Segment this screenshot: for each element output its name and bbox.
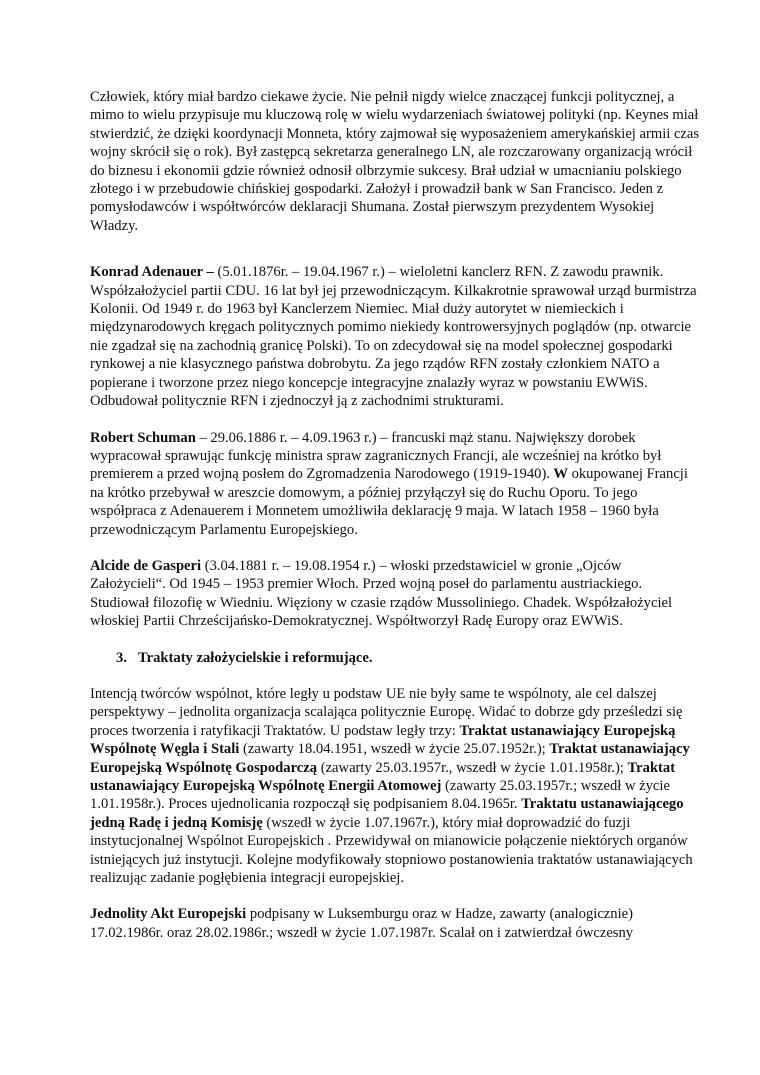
treaty-ewwis: Traktat ustanawiający Europejską Wspólnotę Węgla i Stali <box>90 722 676 758</box>
gasperi-name: Alcide de Gasperi <box>90 557 202 574</box>
adenauer-name: Konrad Adenauer – <box>90 264 214 281</box>
monnet-paragraph <box>90 88 700 235</box>
treaty-euratom: Traktat ustanawiający Europejską Wspólnotę Energii Atomowej <box>90 759 676 794</box>
schuman-text-1: – 29.06.1886 r. – 4.09.1963 r.) – francuski mąż stanu. Największy dorobek wypracował sprawując funkcję ministra spraw zagranicznych Francji, ale wcześniej na krótko był premierem a przed wojną posłem do Zgromadzenia Narodowego (1919-1940). <box>90 429 662 483</box>
jae-paragraph <box>90 905 700 942</box>
gasperi-text: (3.04.1881 r. – 19.08.1954 r.) – włoski przedstawiciel w gronie „Ojców Założycieli“. Od 1945 – 1953 premier Włoch. Przed wojną poseł do parlamentu austriackiego. Studiował filozofię w Wiedniu. Więziony w czasie rządów Mussoliniego. Chadek. Współzałożyciel włoskiej Partii Chrześcijańsko-Demokratycznej. Współtworzył Radę Europy oraz EWWiS. <box>90 557 673 630</box>
jae-text: podpisany w Luksemburgu oraz w Hadze, zawarty (analogicznie) 17.02.1986r. oraz 28.02.1986r.; wszedł w życie 1.07.1987r. Scalał on i zatwierdzał ówczesny <box>90 906 634 941</box>
treaty-merger: Traktatu ustanawiającego jedną Radę i jedną Komisję <box>90 796 684 831</box>
treaties-text-2: (zawarty 25.03.1957r., wszedł w życie 1.01.1958r.); <box>317 759 628 776</box>
adenauer-dates: (5.01.1876r. – 19.04.1967 r.) <box>213 264 385 281</box>
treaties-text-0: Intencją twórców wspólnot, które legły u podstaw UE nie były same te wspólnoty, ale cel dalszej perspektywy – jednolita organizacja scalająca politycznie Europę. Widać to dobrze gdy prześledzi się proces tworzenia i ratyfikacji Traktatów. U podstaw legły trzy: <box>90 685 683 739</box>
treaties-text-3: (zawarty 25.03.1957r.; wszedł w życie 1.01.1958r.). Proces ujednolicania rozpoczął się podpisaniem 8.04.1965r. <box>90 778 670 813</box>
section-heading <box>90 649 700 667</box>
schuman-bold-w: W <box>549 466 568 483</box>
schuman-paragraph <box>90 429 700 539</box>
section-number: 3. <box>116 649 127 666</box>
schuman-text-2: okupowanej Francji na krótko przebywał w areszcie domowym, a później przyłączył się do Ruchu Oporu. To jego współpraca z Adenauerem i Monnetem umożliwiła deklarację 9 maja. W latach 1958 – 1960 była przewodniczącym Parlamentu Europejskiego. <box>90 466 688 538</box>
treaties-paragraph <box>90 685 700 887</box>
treaties-text-4: (wszedł w życie 1.07.1967r.), który miał doprowadzić do fuzji instytucjonalnej Wspólnot Europejskich . Przewidywał on mianowicie połączenie niektórych organów istniejących już instytucji. Kolejne modyfikowały stopniowo postanowienia traktatów ustanawiających realizując zadanie pogłębienia integracji europejskiej. <box>90 814 693 887</box>
schuman-name: Robert Schuman <box>90 429 196 446</box>
adenauer-paragraph <box>90 263 700 410</box>
gasperi-paragraph <box>90 557 700 631</box>
treaties-text-1: (zawarty 18.04.1951, wszedł w życie 25.07.1952r.); <box>239 741 550 758</box>
monnet-text: Człowiek, który miał bardzo ciekawe życie. Nie pełnił nigdy wielce znaczącej funkcji politycznej, a mimo to wielu przypisuje mu kluczową rolę w wielu wydarzeniach światowej polityki (np. Keynes miał stwierdzić, że dzięki koordynacji Monneta, który zajmował się wyposażeniem amerykańskiej armii czas wojny skrócił się o rok). Był zastępcą sekretarza generalnego LN, ale rozczarowany organizacją wrócił do biznesu i ekonomii gdzie również odnosił olbrzymie sukcesy. Brał udział w umacnianiu polskiego złotego i w przebudowie chińskiej gospodarki. Założył i prowadził bank w San Francisco. Jeden z pomysłodawców i współtwórców deklaracji Shumana. Został pierwszym prezydentem Wysokiej Władzy. <box>90 89 700 234</box>
adenauer-text: – wieloletni kanclerz RFN. Z zawodu prawnik. Współzałożyciel partii CDU. 16 lat był jej przewodniczącym. Kilkakrotnie sprawował urząd burmistrza Kolonii. Od 1949 r. do 1963 był Kanclerzem Niemiec. Miał duży autorytet w niemieckich i międzynarodowych kręgach politycznych pomimo niekiedy kontrowersyjnych poglądów (np. otwarcie nie zgadzał się na zachodnią granicę Polski). To on zdecydował się na model społecznej gospodarki rynkowej a nie klasycznego państwa dobrobytu. Za jego rządów RFN zostały członkiem NATO a popierane i tworzone przez niego koncepcje integracyjne znalazły wyraz w powstaniu EWWiS. Odbudował politycznie RFN i zjednoczył ją z zachodnimi strukturami. <box>90 264 697 410</box>
section-title: Traktaty założycielskie i reformujące. <box>138 649 373 666</box>
jae-name: Jednolity Akt Europejski <box>90 906 247 923</box>
treaty-ewg: Traktat ustanawiający Europejską Wspólnotę Gospodarczą <box>90 741 690 776</box>
